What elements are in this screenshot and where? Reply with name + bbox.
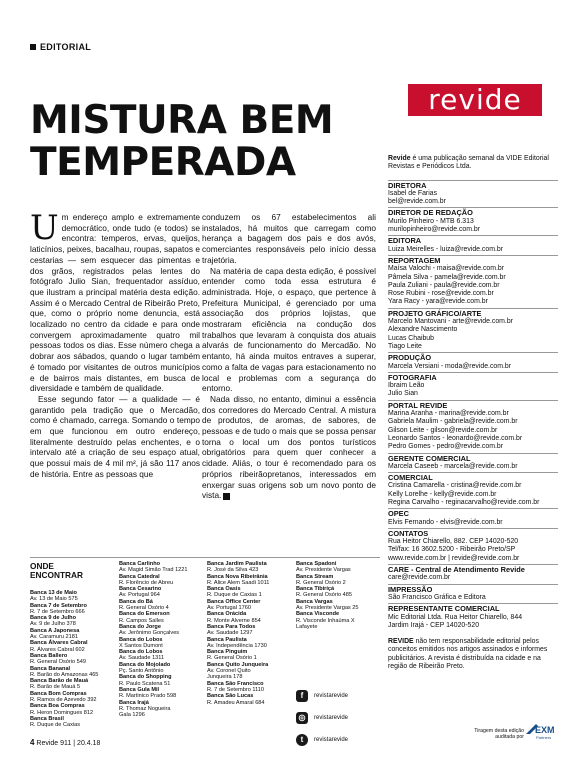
disclaimer-text: não tem responsabilidade editorial pelos conceitos emitidos nos artigos assinados e informes publicitários. A revista é distribuída na cidade e na região de Ribeirão Preto.	[388, 638, 548, 671]
masthead-intro-text: é uma publicação semanal da VIDE Editorial Revistas e Periódicos Ltda.	[388, 155, 549, 171]
masthead-line: Ibraim Leão	[388, 382, 425, 390]
masthead-section-label: PRODUÇÃO	[388, 352, 558, 362]
newsstand-name: Banca Irajá	[119, 699, 149, 706]
section-tag	[30, 42, 91, 52]
newsstand-address: Pç. Santo Antônio	[119, 668, 164, 675]
newsstand-name: Banca Tibiriçá	[296, 586, 335, 593]
newsstand-name: Banca do Emerson	[119, 611, 170, 618]
masthead-section-label: EDITORA	[388, 235, 558, 245]
newsstand-address: R. Barão do Amazonas 465	[30, 671, 99, 678]
masthead-line: Pedro Gomes - pedro@revide.com.br	[388, 443, 503, 451]
masthead-line: murilopinheiro@revide.com.br	[388, 226, 481, 234]
exm-brand: EXM	[535, 725, 555, 735]
where-column-1	[30, 590, 112, 729]
section-label: EDITORIAL	[40, 42, 92, 52]
article-paragraph: Na matéria de capa desta edição, é possível entender como toda essa estrutura é administrada. Hoje, o espaço, que pertence à Prefeitura Municipal, é gerenciado por uma associação dos próprios lojistas, que mostraram eficiência na condução dos trabalhos que levaram à conquista dos atuais alvarás de funcionamento do Mercadão. No entanto, há ainda muitos entraves a superar, como a falta de vagas para estacionamento no local e problemas com a segurança do entorno.	[202, 265, 376, 394]
masthead-line: Cristina Camarella - cristina@revide.com.br	[388, 482, 522, 490]
article-column-2	[202, 212, 376, 501]
social-link[interactable]	[296, 690, 386, 702]
newsstand-name: Banca Para Todos	[207, 623, 256, 630]
newsstand-name: Banca Álvares Cabral	[30, 640, 88, 647]
end-mark-icon	[223, 493, 230, 500]
newsstand-name: Banca Orácida	[207, 611, 247, 618]
masthead-line: Marina Aranha - marina@revide.com.br	[388, 410, 509, 418]
masthead-section-label: REPORTAGEM	[388, 255, 558, 265]
masthead-line: Rose Rubini - rose@revide.com.br	[388, 290, 494, 298]
newsstand-name: Banca 13 de Maio	[30, 590, 77, 596]
issue-date: 20.4.18	[77, 740, 101, 747]
headline-line-1: MISTURA BEM	[30, 98, 334, 143]
newsstand-address: Av. 9 de Julho 378	[30, 621, 76, 628]
article-text: m endereço amplo e extremamente democrático, onde tudo (e todos) se encontra: temperos, ervas, queijos, laticínios, peixes, bacalhau, roupas, sapatos e cestarias — sem esquecer das pimentas e dos grãos, registrados pelas lentes do fotógrafo Julio Sian, frequentador assíduo, que ilustram a principal matéria desta edição. Assim é o Mercado Central de Ribeirão Preto, que, como o próprio nome denuncia, está localizado no centro da cidade e para onde convergem aproximadamente quatro mil pessoas todos os dias. Esse número chega a dobrar aos sábados, quando o lugar também é tomado por visitantes de outros municípios e de bairros mais distantes, em busca de diversidade e também de qualidade.	[30, 212, 200, 394]
masthead-section-label: GERENTE COMERCIAL	[388, 453, 558, 463]
masthead-line: Gabriela Maulim - gabriela@revide.com.br	[388, 418, 518, 426]
newsstand-name: Banca São Francisco	[207, 680, 264, 687]
masthead-line: Tel/fax: 16 3602.5200 - Ribeirão Preto/SP	[388, 546, 516, 554]
newsstand-address: R. Ramos de Azevedo 392	[30, 697, 97, 704]
newsstand-name: Banca 7 de Setembro	[30, 602, 87, 609]
newsstand-entry	[296, 599, 378, 612]
masthead-section-label: CARE - Central de Atendimento Revide	[388, 564, 558, 574]
newsstand-address: Av. Presidente Vargas	[296, 567, 351, 574]
newsstand-name: Banca Barão de Mauá	[30, 678, 89, 685]
social-link[interactable]	[296, 734, 386, 746]
newsstand-entry	[296, 586, 378, 599]
newsstand-entry	[296, 561, 378, 574]
newsstand-name: Banca do Lobos	[119, 636, 163, 643]
masthead-line: São Francisco Gráfica e Editora	[388, 593, 486, 601]
newsstand-address: R. Florêncio de Abreu	[119, 579, 174, 586]
newsstand-name: Banca Vargas	[296, 598, 333, 605]
headline	[30, 100, 390, 184]
newsstand-address: R. 7 de Setembro 1110	[207, 686, 265, 693]
newsstand-entry	[119, 586, 201, 599]
newsstand-entry	[119, 611, 201, 624]
masthead-line: Tiago Leite	[388, 342, 422, 350]
masthead-disclaimer	[388, 638, 558, 671]
newsstand-address: R. Duque de Caxias	[30, 722, 81, 729]
masthead-line: Regina Carvalho - reginacarvalho@revide.com.br	[388, 498, 540, 506]
masthead-line: Marcelo Mantovani - arte@revide.com.br	[388, 318, 513, 326]
newsstand-address: R. Thomaz Nogueira	[119, 705, 171, 712]
newsstand-name: Banca Bom Compras	[30, 690, 87, 697]
newsstand-entry	[30, 716, 112, 729]
newsstand-name: Banca Catedral	[119, 573, 160, 580]
newsstand-name: Banca Quito Junqueira	[207, 661, 269, 668]
disclaimer-brand: REVIDE	[388, 638, 414, 646]
newsstand-name: Banca Spadoni	[296, 561, 337, 567]
newsstand-entry	[207, 561, 289, 574]
masthead-section-label: PROJETO GRÁFICO/ARTE	[388, 308, 558, 318]
newsstand-address: Av. Caramuru 2181	[30, 634, 78, 641]
newsstand-name: Banca 9 de Julho	[30, 615, 77, 622]
newsstand-address: R. Duque de Caxias 1	[207, 592, 262, 599]
article-paragraph	[30, 208, 200, 394]
newsstand-entry	[119, 599, 201, 612]
article-paragraph	[202, 394, 376, 501]
magazine-issue: Revide 911	[36, 740, 72, 747]
footer-separator: |	[73, 740, 76, 747]
newsstand-entry	[119, 712, 201, 718]
newsstand-name: Banca Visconde	[296, 611, 340, 618]
newsstand-address: R. Monte Alverne 854	[207, 617, 261, 624]
newsstand-name: Banca São Lucas	[207, 693, 254, 700]
masthead-line: Rua Heitor Chiarello, 882. CEP 14020-520	[388, 538, 519, 546]
exm-brand-sub: Partners	[536, 735, 552, 740]
twitter-icon: t	[296, 734, 308, 746]
masthead-line: Lucas Chaibub	[388, 334, 434, 342]
newsstand-entry	[119, 624, 201, 637]
newsstand-entry	[30, 640, 112, 653]
masthead-line: Luiza Meirelles - luiza@revide.com.br	[388, 245, 503, 253]
newsstand-name: Banca Gula Mil	[119, 686, 160, 693]
social-link[interactable]	[296, 712, 386, 724]
audit-note: Tiragem desta edição auditada por	[474, 728, 524, 740]
masthead-section-label: CONTATOS	[388, 528, 558, 538]
newsstand-entry	[207, 662, 289, 681]
masthead-section-label: OPEC	[388, 508, 558, 518]
newsstand-entry	[207, 586, 289, 599]
newsstand-address: R. Paulo Scatena 51	[119, 680, 171, 687]
where-column-3	[207, 561, 289, 706]
social-handle: revistarevide	[314, 693, 349, 699]
newsstand-address: Av. Saudade 1311	[119, 655, 165, 662]
masthead-line: Alexandre Nascimento	[388, 326, 458, 334]
masthead-line: Elvis Fernando - elvis@revide.com.br	[388, 518, 503, 526]
newsstand-name: Banca Office Center	[207, 598, 261, 605]
newsstand-address: R. Álvares Cabral 602	[30, 646, 85, 653]
masthead-line: Mic Editorial Ltda. Rua Heitor Chiarello, 844	[388, 613, 523, 621]
masthead-line: Jardim Irajá - CEP 14020-520	[388, 621, 480, 629]
newsstand-address: R. José da Silva 423	[207, 567, 259, 574]
masthead-line: Gilson Leite - gilson@revide.com.br	[388, 426, 498, 434]
newsstand-entry	[207, 574, 289, 587]
newsstand-address: Av. Jerônimo Gonçalves	[119, 630, 180, 637]
newsstand-entry	[119, 561, 201, 574]
newsstand-name: Banca do Shopping	[119, 674, 172, 681]
newsstand-name: Banca Cesarino	[119, 586, 162, 593]
masthead-sections	[388, 180, 558, 631]
newsstand-entry	[119, 662, 201, 675]
newsstand-name: Banca Nova Ribeirânia	[207, 573, 268, 580]
newsstand-entry	[207, 681, 289, 694]
where-column-2	[119, 561, 201, 718]
newsstand-entry	[30, 615, 112, 628]
masthead-line: Isabel de Farias	[388, 189, 438, 197]
newsstand-entry	[119, 674, 201, 687]
newsstand-address: Junqueira 178	[207, 674, 243, 681]
newsstand-entry	[207, 637, 289, 650]
masthead-line: Leonardo Santos - leonardo@revide.com.br	[388, 434, 523, 442]
newsstand-address: R. Martinico Prado 598	[119, 693, 177, 700]
headline-line-2: TEMPERADA	[30, 140, 296, 185]
newsstand-address: Av. Portugal 964	[119, 592, 160, 599]
newsstand-address: R. Visconde Inhaúma X	[296, 617, 355, 624]
newsstand-address: R. 7 de Setembro 666	[30, 608, 85, 615]
newsstand-entry	[207, 624, 289, 637]
newsstand-entry	[30, 590, 112, 603]
newsstand-address: R. Barão de Mauá 5	[30, 684, 81, 691]
newsstand-name: Banca Oasis	[207, 586, 241, 593]
section-square-icon	[30, 44, 36, 50]
masthead-intro	[388, 155, 558, 172]
newsstand-address: R. Campos Salles	[119, 617, 164, 624]
newsstand-name: Banca Bananal	[30, 665, 71, 672]
masthead-line: Kelly Lorelhe - kelly@revide.com.br	[388, 490, 497, 498]
masthead-line: Pâmela Silva - pamela@revide.com.br	[388, 273, 506, 281]
article-column-1	[30, 208, 200, 480]
newsstand-address: R. General Osório 2	[296, 579, 346, 586]
newsstand-entry	[30, 666, 112, 679]
newsstand-name: Banca do Jorge	[119, 623, 161, 630]
page-footer	[30, 738, 100, 747]
social-handle: revistarevide	[314, 715, 349, 721]
newsstand-name: Banca Brasil	[30, 715, 64, 722]
newsstand-entry	[119, 574, 201, 587]
newsstand-name: Banca Stream	[296, 573, 334, 580]
newsstand-entry	[207, 599, 289, 612]
where-divider	[30, 557, 380, 558]
newsstand-name: Banca do Mojolado	[119, 661, 171, 668]
drop-cap: U	[30, 208, 59, 248]
article-paragraph: conduzem os 67 estabelecimentos ali instalados, há muitos que carregam como herança a bagagem dos pais e dos avós, comerciantes responsáveis pelo início dessa trajetória.	[202, 212, 376, 265]
where-column-4	[296, 561, 378, 630]
masthead-section-label: FOTOGRAFIA	[388, 372, 558, 382]
newsstand-address: R. General Osório 1	[207, 655, 257, 662]
newsstand-name: Banca Ballero	[30, 652, 68, 659]
revide-logo: revide	[408, 84, 542, 116]
newsstand-name: Banca Carlinho	[119, 561, 161, 567]
where-title: ONDE ENCONTRAR	[30, 561, 84, 580]
newsstand-address: Av. Independência 1730	[207, 642, 267, 649]
newsstand-name: Banca A Japonesa	[30, 627, 80, 634]
masthead-section-label: IMPRESSÃO	[388, 584, 558, 594]
newsstand-name: Banca do Lobos	[119, 649, 163, 656]
newsstand-entry	[30, 703, 112, 716]
newsstand-address: R. General Osório 4	[119, 605, 169, 612]
article-text: Nada disso, no entanto, diminui a essência dos corredores do Mercado Central. A mistura de produtos, de aromas, de sabores, de pessoas e de tudo o mais que se possa pensar torna o local um dos pontos turísticos obrigatórios para quem quer conhecer a cidade. Aliás, o tour é recomendado para os próprios ribeirãopretanos, interessados em enxergar suas origens sob um novo ponto de vista.	[202, 393, 376, 501]
newsstand-name: Banca do Bá	[119, 598, 153, 605]
masthead-section-label: REPRESENTANTE COMERCIAL	[388, 603, 558, 613]
newsstand-address: Av. Portugal 1760	[207, 605, 251, 612]
masthead-line: Paula Zuliani - paula@revide.com.br	[388, 281, 500, 289]
newsstand-entry	[207, 649, 289, 662]
newsstand-entry	[30, 653, 112, 666]
page-number: 4	[30, 738, 35, 747]
newsstand-address: Av. 13 de Maio 575	[30, 596, 78, 603]
newsstand-address: Gala 1296	[119, 712, 145, 719]
newsstand-name: Banca Jardim Paulista	[207, 561, 267, 567]
newsstand-entry	[207, 693, 289, 706]
instagram-icon: ◎	[296, 712, 308, 724]
newsstand-name: Banca Boa Compras	[30, 703, 85, 710]
masthead-line: Marcela Caseeb - marcela@revide.com.br	[388, 462, 518, 470]
newsstand-entry	[119, 687, 201, 700]
newsstand-address: R. General Osório 549	[30, 659, 86, 666]
masthead-section-label: DIRETORA	[388, 180, 558, 190]
newsstand-entry	[207, 611, 289, 624]
newsstand-address: Av. Magid Simão Trad 1221	[119, 567, 188, 574]
exm-logo	[526, 722, 558, 740]
newsstand-entry	[119, 649, 201, 662]
newsstand-name: Banca Paulista	[207, 636, 247, 643]
newsstand-address: R. General Osório 485	[296, 592, 352, 599]
newsstand-address: Av. Coronel Quito	[207, 668, 251, 675]
newsstand-entry	[119, 637, 201, 650]
masthead-brand: Revide	[388, 155, 411, 162]
newsstand-entry	[119, 700, 201, 713]
masthead-line: Maísa Valochi - maisa@revide.com.br	[388, 265, 505, 273]
masthead-line: Murilo Pinheiro - MTB 6.313	[388, 217, 474, 225]
newsstand-address: Lafayete	[296, 623, 318, 630]
masthead-section-label: DIRETOR DE REDAÇÃO	[388, 207, 558, 217]
article-paragraph: Esse segundo fator — a qualidade — é garantido pela tradição que o Mercadão, como é chamado, carrega. Somando o tempo em que funcionou em outro endereço, literalmente destruído pelas enchentes, e o intervalo até a criação de seu espaço atual, que possui mais de 4 mil m², já são 117 anos de história. Entre as pessoas que	[30, 393, 200, 479]
masthead	[388, 155, 558, 678]
masthead-line: Julio Sian	[388, 390, 418, 398]
newsstand-entry	[30, 628, 112, 641]
facebook-icon: f	[296, 690, 308, 702]
masthead-line: bel@revide.com.br	[388, 198, 446, 206]
masthead-section-label: PORTAL REVIDE	[388, 400, 558, 410]
newsstand-entry	[296, 574, 378, 587]
newsstand-address: R. Heron Domingues 812	[30, 709, 94, 716]
newsstand-entry	[30, 603, 112, 616]
social-handle: revistarevide	[314, 737, 349, 743]
newsstand-address: R. Amadeu Amaral 684	[207, 699, 265, 706]
newsstand-address: R. Alice Alem Saadi 1011	[207, 579, 270, 586]
masthead-line: care@revide.com.br	[388, 574, 451, 582]
newsstand-name: Banca Pinguim	[207, 649, 248, 656]
newsstand-entry	[296, 611, 378, 630]
newsstand-address: Av. Presidente Vargas 25	[296, 605, 359, 612]
newsstand-entry	[30, 691, 112, 704]
newsstand-entry	[30, 678, 112, 691]
masthead-section-label: COMERCIAL	[388, 472, 558, 482]
newsstand-address: Av. Saudade 1297	[207, 630, 253, 637]
masthead-line: www.revide.com.br | revide@revide.com.br	[388, 554, 520, 562]
masthead-line: Yara Racy - yara@revide.com.br	[388, 298, 488, 306]
masthead-line: Marcela Versiani - moda@revide.com.br	[388, 362, 512, 370]
newsstand-address: X Santos Dumont	[119, 642, 163, 649]
